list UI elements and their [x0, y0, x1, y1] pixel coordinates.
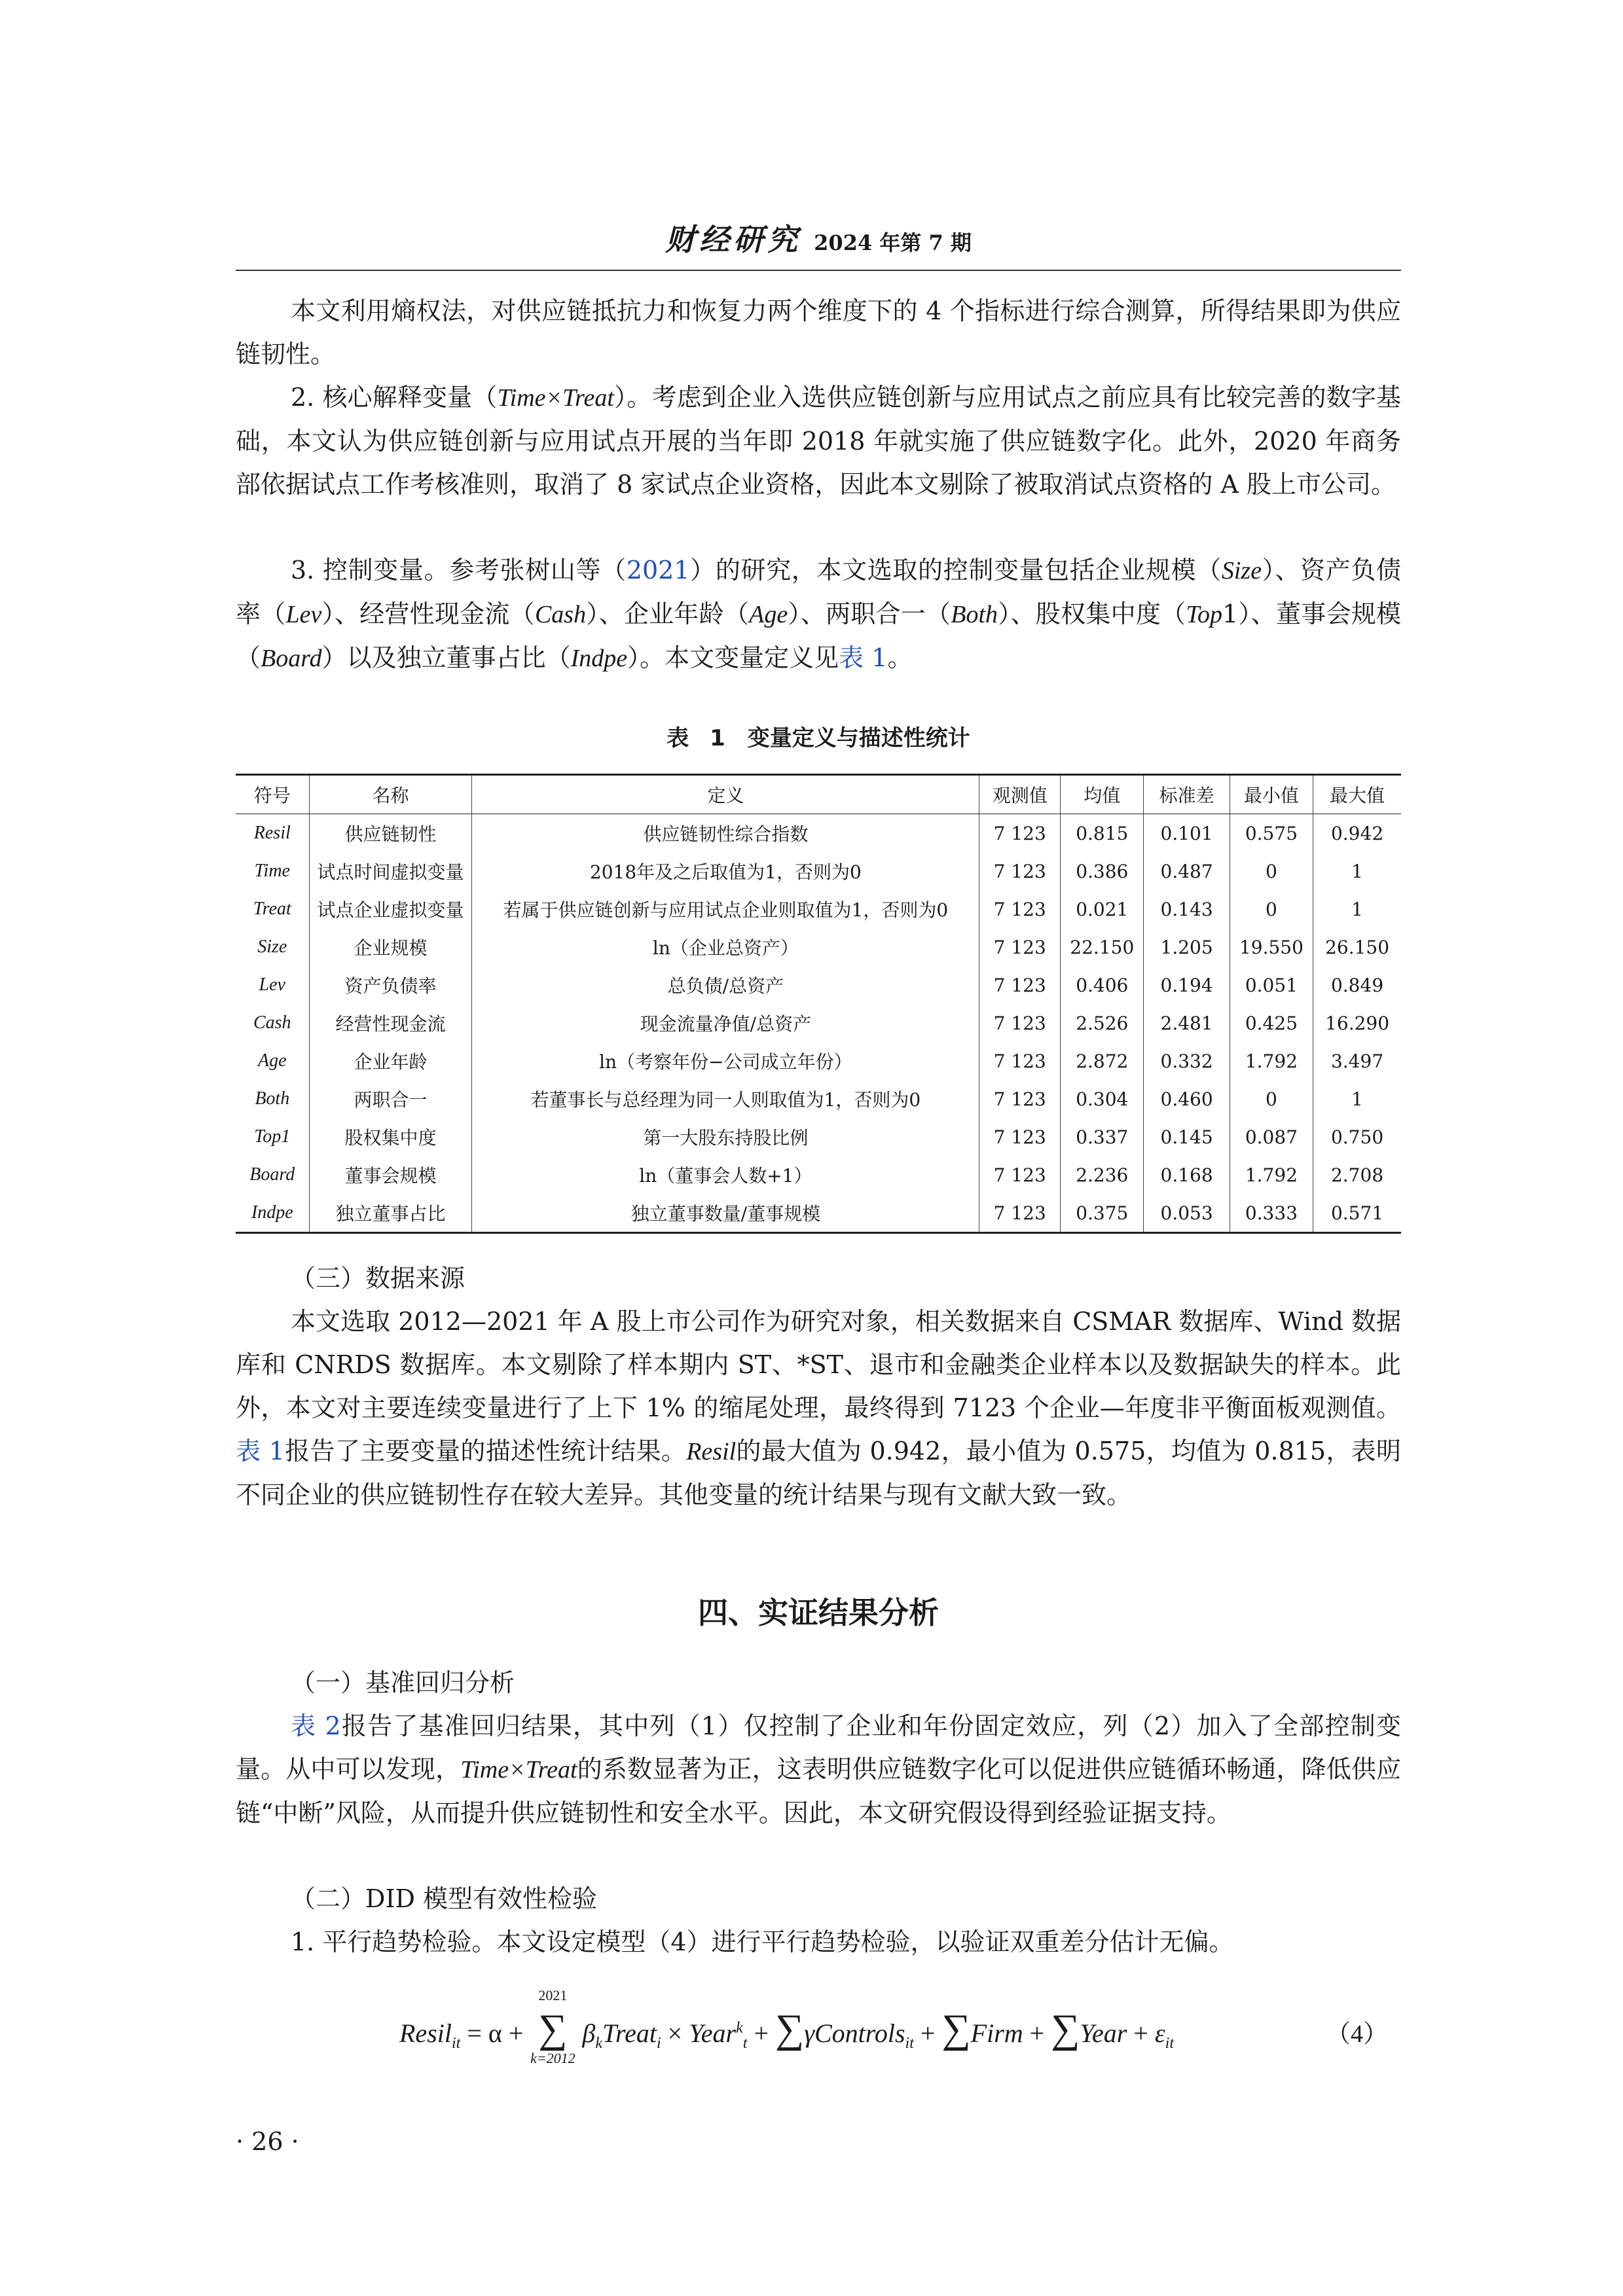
table-cell: Lev: [259, 975, 285, 995]
table-cell: 7 123: [979, 1194, 1061, 1233]
text-run: ）以及独立董事占比（: [321, 643, 571, 672]
eq-sub: it: [451, 2035, 461, 2052]
table-cell: 7 123: [979, 1042, 1061, 1080]
variable-time-treat: Time×Treat: [460, 1756, 577, 1784]
table-row: [236, 814, 1401, 853]
table-row: [236, 1042, 1401, 1080]
table-cell: 7 123: [979, 814, 1061, 853]
eq-year: Year: [1080, 2018, 1127, 2048]
sigma-symbol: ∑: [538, 2007, 568, 2051]
table-cell: 0.575: [1230, 814, 1313, 853]
table-cell: Time: [254, 861, 290, 881]
table-cell: 0.101: [1144, 814, 1230, 853]
table-cell: 0.849: [1313, 966, 1401, 1004]
eq-plus: +: [1127, 2018, 1155, 2048]
table-cell: Both: [255, 1088, 290, 1109]
table-cell: 现金流量净值/总资产: [472, 1004, 979, 1042]
table-cell: 0.815: [1061, 814, 1144, 853]
paragraph-core-variable: [236, 376, 1401, 506]
text-run: ）的研究，本文选取的控制变量包括企业规模（: [689, 556, 1222, 584]
table-cell: 0: [1230, 852, 1313, 890]
eq-sub: k: [595, 2035, 602, 2052]
header-mean: 均值: [1061, 775, 1144, 814]
table-cell: 0: [1230, 890, 1313, 928]
table-cell: Top1: [254, 1126, 291, 1147]
eq-controls: γControls: [804, 2018, 905, 2048]
page-number: · 26 ·: [236, 2127, 299, 2156]
table-cell: 16.290: [1313, 1004, 1401, 1042]
text-run: ）、资产负债率（: [236, 556, 1401, 628]
header-definition: 定义: [472, 775, 979, 814]
text-run: ）、企业年龄（: [586, 600, 750, 628]
table-cell: Resil: [253, 823, 291, 843]
eq-plus: +: [1023, 2018, 1051, 2048]
eq-sub: it: [1165, 2035, 1174, 2052]
running-header: [236, 216, 1401, 271]
table-cell: 0: [1230, 1080, 1313, 1118]
baseline-heading: （一）基准回归分析: [291, 1668, 515, 1697]
summation: [530, 1987, 575, 2066]
variable-resil: Resil: [686, 1438, 737, 1465]
sigma-symbol: ∑: [1051, 2007, 1080, 2051]
table-row: [236, 1118, 1401, 1156]
table-cell: 股权集中度: [309, 1118, 472, 1156]
equation-number: （4）: [1325, 2020, 1388, 2048]
variable-lev: Lev: [285, 601, 322, 628]
did-heading: （二）DID 模型有效性检验: [291, 1884, 598, 1913]
sigma-symbol: ∑: [775, 2007, 805, 2051]
table-cell: 若董事长与总经理为同一人则取值为1，否则为0: [472, 1080, 979, 1118]
header-name: 名称: [309, 775, 472, 814]
table-1-link[interactable]: 表 1: [839, 643, 888, 672]
paragraph-text: 本文利用熵权法，对供应链抵抗力和恢复力两个维度下的 4 个指标进行综合测算，所得结果即为供应链韧性。: [236, 296, 1401, 368]
variable-both: Both: [951, 601, 998, 628]
table-cell: 0.375: [1061, 1194, 1144, 1233]
table-cell: 19.550: [1230, 928, 1313, 966]
table-cell: 0.386: [1061, 852, 1144, 890]
table-cell: 1: [1313, 1080, 1401, 1118]
paragraph-controls: [236, 548, 1401, 680]
table-cell: 试点企业虚拟变量: [309, 890, 472, 928]
table-cell: 0.143: [1144, 890, 1230, 928]
table-cell: 2.481: [1144, 1004, 1230, 1042]
eq-times: ×: [661, 2018, 689, 2048]
table-cell: 0.487: [1144, 852, 1230, 890]
table-cell: 0.145: [1144, 1118, 1230, 1156]
table-cell: 7 123: [979, 890, 1061, 928]
eq-resil: Resil: [399, 2018, 452, 2048]
section-4-title: 四、实证结果分析: [698, 1595, 939, 1630]
text-run: 的系数显著为正，这表明供应链数字化可以促进供应链循环畅通，降低供应链“中断”风险，从而提升供应链韧性和安全水平。因此，本文研究假设得到经验证据支持。: [236, 1755, 1401, 1827]
table-row: [236, 966, 1401, 1004]
eq-sup: k: [736, 2019, 743, 2037]
sum-upper-limit: 2021: [538, 1987, 568, 2003]
variable-age: Age: [749, 601, 788, 628]
header-sd: 标准差: [1144, 775, 1230, 814]
table-cell: 经营性现金流: [309, 1004, 472, 1042]
sum-lower-limit: k=2012: [530, 2050, 575, 2066]
table-cell: Indpe: [236, 1194, 309, 1233]
table-cell: 董事会规模: [309, 1156, 472, 1194]
table-cell: 企业规模: [309, 928, 472, 966]
table-row: [236, 890, 1401, 928]
table-cell: 0.333: [1230, 1194, 1313, 1233]
paragraph-parallel-trend: [236, 1920, 1401, 1964]
table-cell: 7 123: [979, 1080, 1061, 1118]
table-cell: 0.750: [1313, 1118, 1401, 1156]
table-cell: 2.872: [1061, 1042, 1144, 1080]
citation-link[interactable]: 2021: [626, 556, 690, 584]
table-cell: 两职合一: [309, 1080, 472, 1118]
variable-cash: Cash: [534, 601, 587, 628]
table-cell: 0.406: [1061, 966, 1144, 1004]
eq-firm: Firm: [970, 2018, 1023, 2048]
header-observations: 观测值: [979, 775, 1061, 814]
table-row: [236, 1004, 1401, 1042]
table-cell: Age: [258, 1050, 287, 1071]
variable-indpe: Indpe: [570, 645, 628, 672]
paragraph-data-source: [236, 1300, 1401, 1516]
table-cell: Board: [249, 1164, 295, 1185]
table-cell: 22.150: [1061, 928, 1144, 966]
paragraph-entropy: [236, 289, 1401, 376]
table-cell: 第一大股东持股比例: [472, 1118, 979, 1156]
variable-size: Size: [1221, 557, 1262, 584]
table-2-link[interactable]: 表 2: [291, 1712, 341, 1740]
table-1-caption: 表 1 变量定义与描述性统计: [666, 725, 970, 751]
eq-plus: +: [747, 2018, 776, 2048]
table-cell: 7 123: [979, 1156, 1061, 1194]
text-run: ）。本文变量定义见: [627, 643, 839, 672]
header-symbol: 符号: [236, 775, 309, 814]
table-cell: 7 123: [979, 1004, 1061, 1042]
text-run: 报告了基准回归结果，其中列（1）仅控制了企业和年份固定效应，列（2）加入了全部控制变量。从中可以发现，: [236, 1712, 1401, 1784]
table-cell: 0.168: [1144, 1156, 1230, 1194]
table-cell: ln（董事会人数+1）: [472, 1156, 979, 1194]
table-row: [236, 1080, 1401, 1118]
eq-sub: it: [905, 2035, 914, 2052]
text-run: 3. 控制变量。参考张树山等（: [291, 556, 627, 584]
table-cell: 2.526: [1061, 1004, 1144, 1042]
variable-table: [236, 774, 1401, 1234]
table-cell: 0.051: [1230, 966, 1313, 1004]
variable-time-treat: Time×Treat: [497, 384, 614, 412]
text-run: ）、股权集中度（: [998, 600, 1186, 628]
table-cell: 若属于供应链创新与应用试点企业则取值为1，否则为0: [472, 890, 979, 928]
table-cell: 26.150: [1313, 928, 1401, 966]
table-cell: 0.571: [1313, 1194, 1401, 1233]
eq-plus: +: [913, 2018, 942, 2048]
eq-epsilon: ε: [1154, 2018, 1165, 2048]
text-run: 报告了主要变量的描述性统计结果。: [284, 1437, 687, 1465]
text-run: 的最大值为 0.942，最小值为 0.575，均值为 0.815，表明不同企业的供应链韧性存在较大差异。其他变量的统计结果与现有文献大致一致。: [236, 1437, 1401, 1509]
table-cell: 7 123: [979, 852, 1061, 890]
eq-sub: t: [742, 2035, 748, 2052]
table-cell: 3.497: [1313, 1042, 1401, 1080]
table-cell: 0.460: [1144, 1080, 1230, 1118]
table-cell: 0.021: [1061, 890, 1144, 928]
text-run: ）。考虑到企业入选供应链创新与应用试点之前应具有比较完善的数字基础，本文认为供应链创新与应用试点开展的当年即 2018 年就实施了供应链数字化。此外，2020 年商务部依据试点工作考核准则，取消了 8 家试点企业资格，因此本文剔除了被取消试点资格的 A 股上市公司。: [236, 383, 1401, 499]
text-run: 2. 核心解释变量（: [291, 383, 498, 412]
header-min: 最小值: [1230, 775, 1313, 814]
table-cell: 1.792: [1230, 1156, 1313, 1194]
table-row: [236, 1194, 1401, 1233]
table-cell: 7 123: [979, 966, 1061, 1004]
table-cell: ln（考察年份−公司成立年份）: [472, 1042, 979, 1080]
paper-page: [236, 0, 1401, 2296]
table-cell: 0.337: [1061, 1118, 1144, 1156]
table-cell: 总负债/总资产: [472, 966, 979, 1004]
table-cell: Size: [257, 937, 287, 957]
table-cell: 0.304: [1061, 1080, 1144, 1118]
table-cell: 1.205: [1144, 928, 1230, 966]
paragraph-baseline: [236, 1704, 1401, 1835]
paragraph-text: 1. 平行趋势检验。本文设定模型（4）进行平行趋势检验，以验证双重差分估计无偏。: [291, 1928, 1234, 1956]
table-cell: 0.425: [1230, 1004, 1313, 1042]
table-row: [236, 928, 1401, 966]
eq-treat: Treat: [602, 2018, 657, 2048]
table-cell: 1.792: [1230, 1042, 1313, 1080]
equation-4: [236, 1987, 1401, 2081]
table-cell: 0.053: [1144, 1194, 1230, 1233]
table-cell: 2.708: [1313, 1156, 1401, 1194]
text-run: 本文选取 2012—2021 年 A 股上市公司作为研究对象，相关数据来自 CSMAR 数据库、Wind 数据库和 CNRDS 数据库。本文剔除了样本期内 ST、*ST、退市和金融类企业样本以及数据缺失的样本。此外，本文对主要连续变量进行了上下 1% 的缩尾处理，最终得到 7123 个企业—年度非平衡面板观测值。: [236, 1307, 1401, 1422]
table-cell: 2018年及之后取值为1，否则为0: [472, 852, 979, 890]
table-cell: 7 123: [979, 1118, 1061, 1156]
table-header-row: [236, 775, 1401, 814]
table-row: [236, 852, 1401, 890]
table-cell: 供应链韧性: [309, 814, 472, 853]
text-run: ）、经营性现金流（: [321, 600, 535, 628]
table-cell: 供应链韧性综合指数: [472, 814, 979, 853]
table-cell: 0.942: [1313, 814, 1401, 853]
table-cell: 7 123: [979, 928, 1061, 966]
eq-year: Year: [689, 2018, 737, 2048]
table-cell: 企业年龄: [309, 1042, 472, 1080]
table-cell: 2.236: [1061, 1156, 1144, 1194]
table-cell: Treat: [253, 899, 291, 919]
table-cell: 1: [1313, 890, 1401, 928]
data-source-heading: （三）数据来源: [291, 1264, 465, 1293]
equation-body: [399, 1987, 1174, 2066]
journal-name: 财经研究: [665, 222, 802, 257]
eq-alpha: = α +: [460, 2018, 530, 2048]
table-cell: 0.332: [1144, 1042, 1230, 1080]
text-run: ）、两职合一（: [788, 600, 951, 628]
sigma-symbol: ∑: [941, 2007, 971, 2051]
table-1-link[interactable]: 表 1: [236, 1437, 285, 1465]
table-row: [236, 1156, 1401, 1194]
table-cell: 0.087: [1230, 1118, 1313, 1156]
table-cell: 独立董事数量/董事规模: [472, 1194, 979, 1233]
table-cell: 资产负债率: [309, 966, 472, 1004]
table-cell: ln（企业总资产）: [472, 928, 979, 966]
header-max: 最大值: [1313, 775, 1401, 814]
table-cell: 独立董事占比: [309, 1194, 472, 1233]
table-cell: 0.194: [1144, 966, 1230, 1004]
table-cell: 1: [1313, 852, 1401, 890]
table-cell: 试点时间虚拟变量: [309, 852, 472, 890]
variable-top1: Top: [1186, 601, 1222, 628]
text-run: 1）、董事会规模（: [236, 600, 1401, 672]
variable-board: Board: [261, 645, 322, 672]
text-run: 。: [887, 643, 913, 672]
eq-beta: β: [582, 2018, 596, 2048]
issue-label: 2024 年第 7 期: [814, 230, 972, 255]
table-cell: Cash: [253, 1013, 291, 1033]
eq-sub: i: [656, 2035, 661, 2052]
